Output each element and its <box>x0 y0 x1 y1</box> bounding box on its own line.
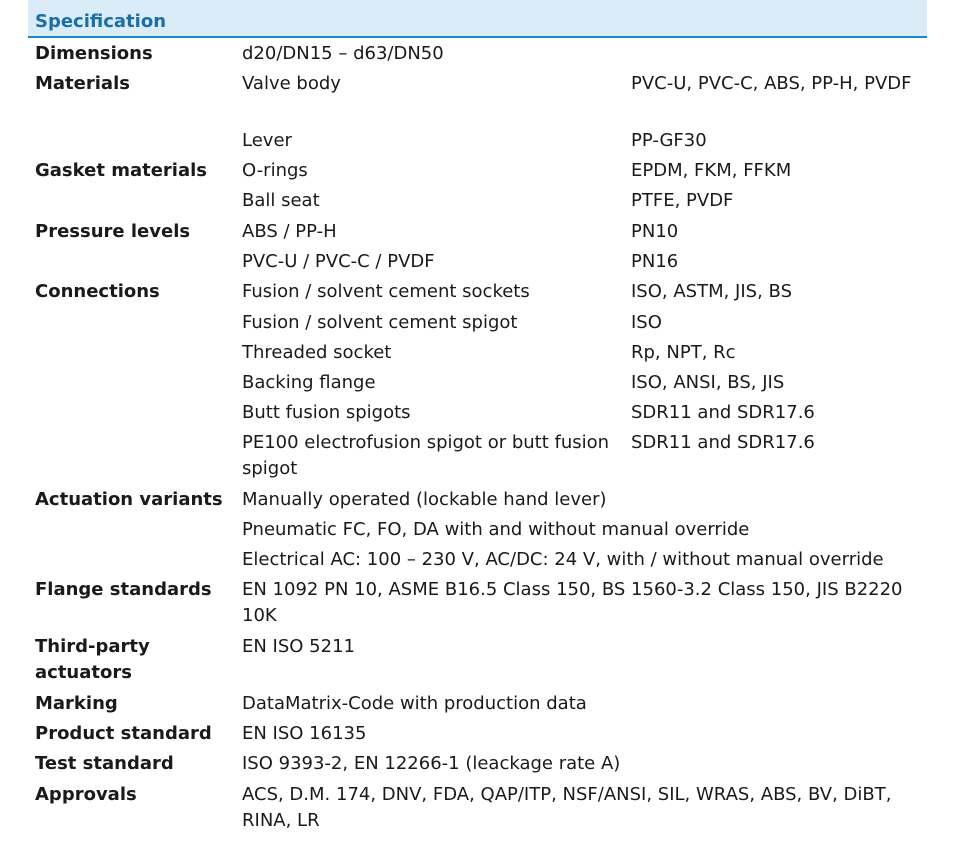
spec-value: d20/DN15 – d63/DN50 <box>242 43 444 64</box>
spec-subitem: PVC-U / PVC-C / PVDF <box>242 251 435 272</box>
table-row <box>28 688 927 718</box>
spec-label: Flange standards <box>35 579 212 600</box>
table-row <box>28 38 927 68</box>
table-row <box>28 631 927 688</box>
spec-label: Product standard <box>35 723 212 744</box>
spec-group <box>28 216 927 276</box>
spec-value: PTFE, PVDF <box>631 190 734 211</box>
spec-value: PN16 <box>631 251 679 272</box>
table-row <box>28 544 927 574</box>
spec-group <box>28 38 927 68</box>
table-row <box>28 307 927 337</box>
spec-value: Manually operated (lockable hand lever) <box>242 489 607 510</box>
spec-value: SDR11 and SDR17.6 <box>631 432 815 453</box>
spec-subitem: Valve body <box>242 73 341 94</box>
table-row <box>28 246 927 276</box>
table-row <box>28 216 927 246</box>
spec-value: DataMatrix-Code with production data <box>242 693 587 714</box>
spec-value: EN ISO 16135 <box>242 723 367 744</box>
table-row <box>28 484 927 514</box>
table-row <box>28 155 927 185</box>
table-row <box>28 574 927 631</box>
spec-label: Marking <box>35 693 118 714</box>
spec-value: SDR11 and SDR17.6 <box>631 402 815 423</box>
table-row <box>28 514 927 544</box>
table-row <box>28 68 927 125</box>
table-row <box>28 397 927 427</box>
spec-subitem: Lever <box>242 130 292 151</box>
spec-value: ISO 9393-2, EN 12266-1 (leackage rate A) <box>242 753 621 774</box>
spec-subitem: Fusion / solvent cement sockets <box>242 281 530 302</box>
spec-value: EN 1092 PN 10, ASME B16.5 Class 150, BS 1560-3.2 Class 150, JIS B2220 10K <box>242 579 903 626</box>
spec-label: Approvals <box>35 784 137 805</box>
spec-value: ACS, D.M. 174, DNV, FDA, QAP/ITP, NSF/ANSI, SIL, WRAS, ABS, BV, DiBT, RINA, LR <box>242 784 892 831</box>
spec-subitem: PE100 electrofusion spigot or butt fusion spigot <box>242 432 610 479</box>
spec-subitem: Fusion / solvent cement spigot <box>242 312 518 333</box>
spec-group <box>28 718 927 748</box>
spec-value: EPDM, FKM, FFKM <box>631 160 792 181</box>
spec-label: Third-party actuators <box>35 636 150 683</box>
table-row <box>28 276 927 307</box>
spec-group <box>28 574 927 631</box>
spec-value: ISO <box>631 312 662 333</box>
spec-subitem: ABS / PP-H <box>242 221 337 242</box>
spec-group <box>28 688 927 718</box>
table-row <box>28 748 927 779</box>
spec-value: PVC-U, PVC-C, ABS, PP-H, PVDF <box>631 73 912 94</box>
spec-subitem: Butt fusion spigots <box>242 402 411 423</box>
spec-group <box>28 276 927 484</box>
spec-value: ISO, ANSI, BS, JIS <box>631 372 785 393</box>
spec-label: Materials <box>35 73 130 94</box>
spec-value: Pneumatic FC, FO, DA with and without manual override <box>242 519 750 540</box>
spec-label: Connections <box>35 281 160 302</box>
spec-label: Pressure levels <box>35 221 191 242</box>
table-title: Specification <box>35 11 167 32</box>
table-row <box>28 779 927 836</box>
table-row <box>28 337 927 367</box>
spec-subitem: Ball seat <box>242 190 320 211</box>
table-body <box>28 38 927 836</box>
table-row <box>28 125 927 155</box>
spec-group <box>28 748 927 779</box>
table-row <box>28 367 927 397</box>
table-row <box>28 185 927 216</box>
spec-label: Test standard <box>35 753 174 774</box>
spec-group <box>28 779 927 836</box>
spec-group <box>28 68 927 155</box>
spec-subitem: Threaded socket <box>242 342 392 363</box>
spec-value: Electrical AC: 100 – 230 V, AC/DC: 24 V, with / without manual override <box>242 549 884 570</box>
spec-value: PP-GF30 <box>631 130 707 151</box>
spec-subitem: O-rings <box>242 160 308 181</box>
spec-value: PN10 <box>631 221 679 242</box>
spec-group <box>28 155 927 216</box>
spec-subitem: Backing flange <box>242 372 376 393</box>
spec-group <box>28 484 927 574</box>
spec-label: Actuation variants <box>35 489 223 510</box>
spec-label: Gasket materials <box>35 160 207 181</box>
spec-group <box>28 631 927 688</box>
spec-value: EN ISO 5211 <box>242 636 355 657</box>
spec-value: Rp, NPT, Rc <box>631 342 736 363</box>
table-row <box>28 718 927 748</box>
table-header <box>28 0 927 38</box>
table-row <box>28 427 927 484</box>
specification-table <box>28 0 927 836</box>
spec-value: ISO, ASTM, JIS, BS <box>631 281 792 302</box>
spec-label: Dimensions <box>35 43 153 64</box>
